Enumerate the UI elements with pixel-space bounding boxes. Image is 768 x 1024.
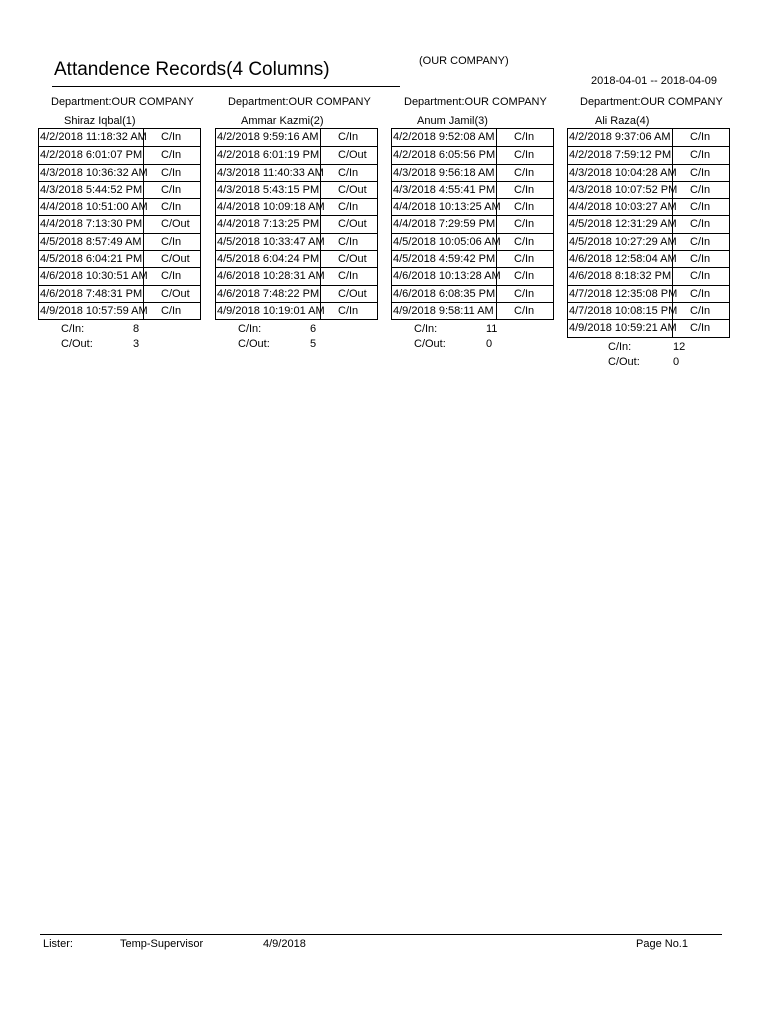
table-row [216,215,377,232]
table-row [392,181,553,198]
table-row [39,129,200,146]
table-row [568,302,729,319]
record-status: C/In [690,287,711,300]
department-label: Department:OUR COMPANY [51,96,194,108]
record-status: C/Out [338,218,367,231]
record-datetime: 4/6/2018 6:08:35 PM [393,287,496,300]
table-row [392,285,553,302]
record-status: C/In [514,131,535,143]
table-row [392,233,553,250]
record-datetime: 4/5/2018 10:05:06 AM [393,235,501,248]
clock-out-total [414,337,586,352]
record-datetime: 4/2/2018 9:59:16 AM [217,131,319,143]
table-row [568,198,729,215]
record-status: C/Out [338,149,367,162]
record-datetime: 4/2/2018 6:05:56 PM [393,149,496,162]
record-datetime: 4/3/2018 4:55:41 PM [393,183,496,196]
record-status: C/In [514,235,535,248]
record-datetime: 4/4/2018 10:09:18 AM [217,201,325,214]
clock-in-total-value: 8 [133,323,140,336]
employee-column [569,95,762,370]
record-datetime: 4/4/2018 10:03:27 AM [569,201,677,214]
table-row [39,250,200,267]
record-status: C/In [161,304,182,317]
record-datetime: 4/4/2018 7:29:59 PM [393,218,496,231]
footer-page-number: Page No.1 [636,938,688,950]
record-datetime: 4/3/2018 5:44:52 PM [40,183,143,196]
clock-out-total [600,355,762,370]
table-row [216,198,377,215]
record-status: C/In [514,218,535,231]
record-status: C/In [161,166,182,179]
clock-in-total [414,322,586,337]
record-datetime: 4/9/2018 9:58:11 AM [393,304,494,317]
record-datetime: 4/4/2018 10:51:00 AM [40,201,148,214]
record-datetime: 4/7/2018 10:08:15 PM [569,304,678,317]
record-status: C/In [690,218,711,231]
table-row [568,181,729,198]
department-label: Department:OUR COMPANY [404,96,547,108]
table-row [39,146,200,163]
table-row [216,146,377,163]
employee-name: Ali Raza(4) [595,115,650,127]
record-status: C/In [690,322,711,335]
record-datetime: 4/3/2018 5:43:15 PM [217,183,320,196]
record-datetime: 4/5/2018 10:27:29 AM [569,235,677,248]
record-datetime: 4/5/2018 6:04:21 PM [40,253,143,266]
table-row [39,267,200,284]
table-row [568,250,729,267]
record-datetime: 4/3/2018 11:40:33 AM [217,166,324,179]
record-datetime: 4/2/2018 6:01:19 PM [217,149,320,162]
record-datetime: 4/5/2018 12:31:29 AM [569,218,677,231]
table-row [392,267,553,284]
record-status: C/In [514,183,535,196]
clock-out-total-label: C/Out: [608,355,640,368]
table-row [39,302,200,319]
record-status: C/In [514,166,535,179]
clock-in-total [600,340,762,355]
record-datetime: 4/6/2018 12:58:04 AM [569,253,677,266]
clock-out-total-value: 0 [486,338,493,351]
table-row [568,215,729,232]
totals-summary [404,322,586,352]
table-row [216,302,377,319]
date-range: 2018-04-01 -- 2018-04-09 [591,75,717,87]
record-status: C/In [690,201,711,214]
record-status: C/In [690,131,711,143]
record-status: C/In [161,270,182,283]
clock-in-total [238,322,410,337]
record-status: C/In [338,201,359,214]
clock-in-total-value: 6 [310,323,317,336]
employee-column [40,95,233,352]
record-datetime: 4/2/2018 6:01:07 PM [40,149,143,162]
record-datetime: 4/4/2018 7:13:30 PM [40,218,143,231]
table-row [568,319,729,336]
table-row [568,146,729,163]
record-status: C/In [690,304,711,317]
totals-summary [51,322,233,352]
record-datetime: 4/5/2018 6:04:24 PM [217,253,320,266]
record-status: C/Out [338,183,367,196]
table-row [39,215,200,232]
clock-out-total-label: C/Out: [61,338,93,351]
clock-in-total-value: 12 [673,340,686,353]
table-row [392,302,553,319]
clock-in-total [61,322,233,337]
totals-summary [228,322,410,352]
table-row [568,233,729,250]
table-row [392,198,553,215]
record-datetime: 4/2/2018 9:37:06 AM [569,131,671,143]
records-table [38,128,201,320]
table-row [392,250,553,267]
department-label: Department:OUR COMPANY [580,96,723,108]
record-status: C/In [161,131,182,143]
record-status: C/In [690,183,711,196]
clock-in-total-label: C/In: [238,323,262,336]
record-status: C/In [690,149,711,162]
clock-out-total-value: 5 [310,338,317,351]
table-row [216,129,377,146]
clock-in-total-value: 11 [486,323,498,336]
record-datetime: 4/9/2018 10:59:21 AM [569,322,677,335]
table-row [39,181,200,198]
record-status: C/In [690,253,711,266]
record-status: C/In [690,235,711,248]
record-datetime: 4/5/2018 8:57:49 AM [40,235,142,248]
clock-out-total-value: 0 [673,355,680,368]
report-title: Attandence Records(4 Columns) [54,59,330,80]
table-row [216,164,377,181]
table-row [39,233,200,250]
clock-out-total-label: C/Out: [238,338,270,351]
record-status: C/In [338,235,359,248]
record-status: C/In [690,166,711,179]
record-datetime: 4/7/2018 12:35:08 PM [569,287,678,300]
record-status: C/Out [161,287,190,300]
totals-summary [580,340,762,370]
record-status: C/In [161,149,182,162]
record-datetime: 4/9/2018 10:57:59 AM [40,304,148,317]
record-datetime: 4/3/2018 10:07:52 PM [569,183,678,196]
clock-out-total-value: 3 [133,338,140,351]
footer-lister-label: Lister: [43,938,73,950]
clock-in-total-label: C/In: [61,323,85,336]
record-status: C/In [514,149,535,162]
record-datetime: 4/5/2018 10:33:47 AM [217,235,325,248]
clock-out-total [61,337,233,352]
record-status: C/Out [161,218,190,231]
record-datetime: 4/4/2018 10:13:25 AM [393,201,501,214]
table-row [568,164,729,181]
record-status: C/In [514,287,535,300]
company-name: (OUR COMPANY) [419,55,509,67]
department-label: Department:OUR COMPANY [228,96,371,108]
table-row [568,129,729,146]
record-status: C/In [338,270,359,283]
table-row [392,164,553,181]
table-row [568,267,729,284]
clock-in-total-label: C/In: [414,323,438,336]
record-status: C/In [338,304,359,317]
table-row [392,215,553,232]
footer-lister-value: Temp-Supervisor [120,938,204,950]
employee-name: Shiraz Iqbal(1) [64,115,136,127]
table-row [216,285,377,302]
record-datetime: 4/6/2018 7:48:31 PM [40,287,143,300]
record-datetime: 4/6/2018 10:30:51 AM [40,270,148,283]
record-status: C/Out [338,287,367,300]
record-datetime: 4/3/2018 10:04:28 AM [569,166,677,179]
table-row [216,267,377,284]
clock-out-total-label: C/Out: [414,338,446,351]
title-underline [52,86,400,87]
table-row [216,233,377,250]
employee-name: Anum Jamil(3) [417,115,488,127]
record-status: C/Out [161,253,190,266]
table-row [39,164,200,181]
clock-out-total [238,337,410,352]
record-status: C/In [161,201,182,214]
table-row [39,285,200,302]
record-datetime: 4/2/2018 7:59:12 PM [569,149,672,162]
record-status: C/In [514,304,535,317]
record-datetime: 4/6/2018 10:13:28 AM [393,270,501,283]
record-datetime: 4/3/2018 10:36:32 AM [40,166,148,179]
records-table [215,128,378,320]
employee-name: Ammar Kazmi(2) [241,115,324,127]
table-row [392,146,553,163]
record-datetime: 4/6/2018 7:48:22 PM [217,287,320,300]
record-datetime: 4/3/2018 9:56:18 AM [393,166,495,179]
records-table [391,128,554,320]
record-datetime: 4/5/2018 4:59:42 PM [393,253,496,266]
record-status: C/In [161,235,182,248]
record-datetime: 4/6/2018 10:28:31 AM [217,270,325,283]
record-status: C/In [514,201,535,214]
record-status: C/In [338,166,359,179]
record-status: C/In [514,253,535,266]
record-status: C/In [338,131,359,143]
table-row [568,285,729,302]
table-row [392,129,553,146]
table-row [39,198,200,215]
footer-divider [40,934,722,935]
clock-in-total-label: C/In: [608,340,632,353]
record-status: C/In [690,270,711,283]
record-datetime: 4/6/2018 8:18:32 PM [569,270,672,283]
record-datetime: 4/2/2018 11:18:32 AM [40,131,147,143]
employee-column [393,95,586,352]
table-row [216,181,377,198]
record-datetime: 4/4/2018 7:13:25 PM [217,218,320,231]
record-status: C/In [161,183,182,196]
footer-date: 4/9/2018 [263,938,306,950]
table-row [216,250,377,267]
record-status: C/In [514,270,535,283]
records-table [567,128,730,338]
record-datetime: 4/2/2018 9:52:08 AM [393,131,495,143]
record-status: C/Out [338,253,367,266]
record-datetime: 4/9/2018 10:19:01 AM [217,304,325,317]
employee-column [217,95,410,352]
